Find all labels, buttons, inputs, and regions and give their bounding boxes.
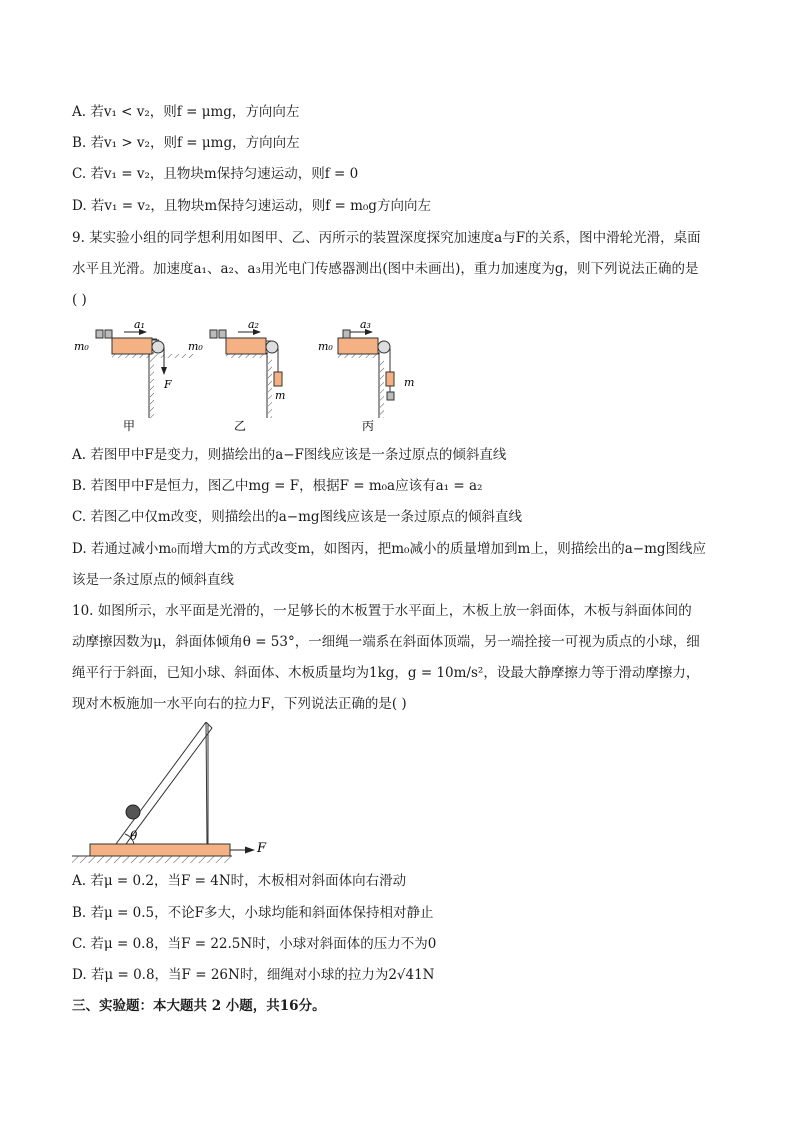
- q10-stem-line-2: 动摩擦因数为μ，斜面体倾角θ = 53°，一细绳一端系在斜面体顶端，另一端拴接一可视为质点的小球，细: [72, 634, 700, 650]
- q9-option-a: A. 若图甲中F是变力，则描绘出的a−F图线应该是一条过原点的倾斜直线: [72, 447, 507, 463]
- setup-jia: [74, 318, 194, 418]
- hang-label-bing: m: [404, 376, 415, 389]
- mass-label-jia: m₀: [74, 340, 89, 353]
- q9-apparatus-drawing: [68, 316, 438, 436]
- q9-figure: [68, 316, 438, 436]
- q10-option-c: C. 若μ = 0.8，当F = 22.5N时，小球对斜面体的压力不为0: [72, 936, 437, 952]
- hang-label-yi: m: [275, 389, 286, 402]
- q8-option-d: D. 若v₁ = v₂，且物块m保持匀速运动，则f = m₀g方向向左: [72, 198, 431, 214]
- q9-option-b: B. 若图甲中F是恒力，图乙中mg = F，根据F = m₀a应该有a₁ = a₂: [72, 478, 483, 494]
- q8-option-c: C. 若v₁ = v₂，且物块m保持匀速运动，则f = 0: [72, 166, 359, 182]
- incline-body: [116, 722, 212, 844]
- caption-bing: 丙: [362, 419, 375, 433]
- acc-label-3: a₃: [360, 318, 371, 331]
- acc-label-1: a₁: [134, 318, 145, 331]
- q10-figure: [68, 722, 288, 868]
- q9-stem-line-3: ( ): [72, 292, 87, 308]
- section-3-heading: 三、实验题：本大题共 2 小题，共16分。: [72, 998, 326, 1014]
- mass-label-yi: m₀: [188, 340, 203, 353]
- setup-yi: [188, 318, 285, 418]
- q9-stem-line-1: 9. 某实验小组的同学想利用如图甲、乙、丙所示的装置深度探究加速度a与F的关系，图中滑轮光滑，桌面: [72, 230, 701, 246]
- caption-yi: 乙: [234, 419, 247, 433]
- q9-stem-line-2: 水平且光滑。加速度a₁、a₂、a₃用光电门传感器测出(图中未画出)，重力加速度为g，则下列说法正确的是: [72, 261, 699, 277]
- q10-option-a: A. 若μ = 0.2，当F = 4N时，木板相对斜面体向右滑动: [72, 873, 407, 889]
- q9-option-d: D. 若通过减小m₀而增大m的方式改变m，如图丙，把m₀减小的质量增加到m上，则描绘出的a−mg图线应: [72, 541, 707, 557]
- q10-option-d: D. 若μ = 0.8，当F = 26N时，细绳对小球的拉力为2√41N: [72, 967, 435, 983]
- mass-label-bing: m₀: [318, 340, 333, 353]
- q10-stem-line-3: 绳平行于斜面，已知小球、斜面体、木板质量均为1kg，g = 10m/s²，设最大静摩擦力等于滑动摩擦力，: [72, 665, 700, 681]
- acc-label-2: a₂: [248, 318, 259, 331]
- q8-option-a: A. 若v₁ < v₂，则f = μmg，方向向左: [72, 104, 300, 120]
- q10-option-b: B. 若μ = 0.5，不论F多大，小球均能和斜面体保持相对静止: [72, 905, 434, 921]
- q10-incline-drawing: [68, 722, 288, 868]
- wood-board: [90, 844, 230, 856]
- q9-option-c: C. 若图乙中仅m改变，则描绘出的a−mg图线应该是一条过原点的倾斜直线: [72, 509, 523, 525]
- q8-option-b: B. 若v₁ > v₂，则f = μmg，方向向左: [72, 135, 300, 151]
- angle-label: θ: [130, 829, 138, 843]
- ball: [126, 805, 140, 819]
- force-label: F: [257, 841, 267, 856]
- setup-bing: [318, 318, 414, 418]
- q10-stem-line-1: 10. 如图所示，水平面是光滑的，一足够长的木板置于水平面上，木板上放一斜面体，木板与斜面体间的: [72, 603, 692, 619]
- caption-jia: 甲: [123, 419, 136, 433]
- q10-stem-line-4: 现对木板施加一水平向右的拉力F，下列说法正确的是( ): [72, 696, 407, 712]
- q9-option-d-cont: 该是一条过原点的倾斜直线: [72, 572, 234, 588]
- force-label-jia: F: [164, 378, 172, 391]
